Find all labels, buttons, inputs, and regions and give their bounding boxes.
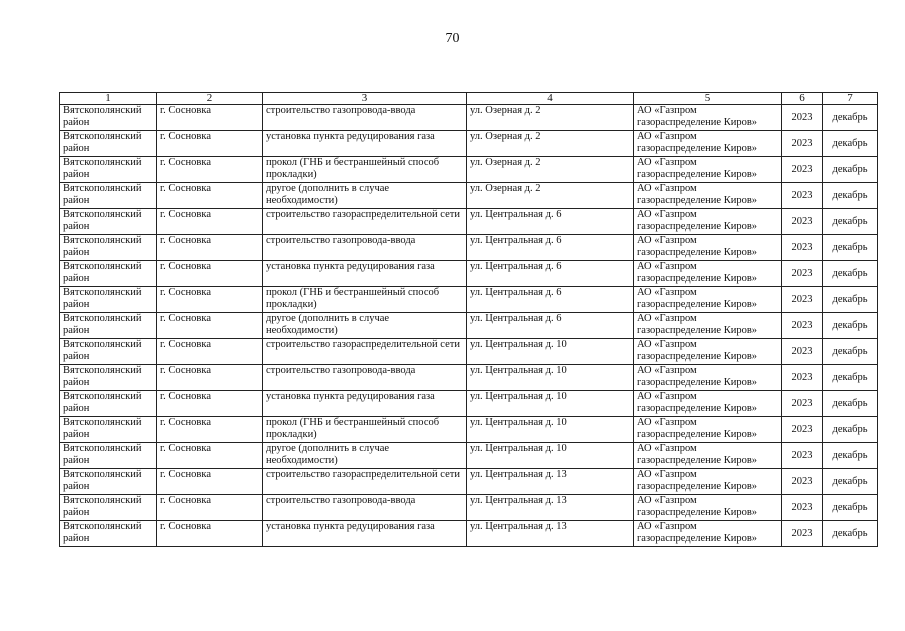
month-cell: декабрь	[823, 495, 878, 521]
organization-cell: АО «Газпром газораспределение Киров»	[634, 365, 782, 391]
district-cell: Вятскополянский район	[60, 443, 157, 469]
address-cell: ул. Центральная д. 10	[467, 339, 634, 365]
table-row	[60, 287, 878, 313]
table-row	[60, 391, 878, 417]
organization-cell: АО «Газпром газораспределение Киров»	[634, 235, 782, 261]
table-body	[60, 105, 878, 547]
organization-cell: АО «Газпром газораспределение Киров»	[634, 495, 782, 521]
year-cell: 2023	[782, 365, 823, 391]
locality-cell: г. Сосновка	[157, 521, 263, 547]
district-cell: Вятскополянский район	[60, 261, 157, 287]
organization-cell: АО «Газпром газораспределение Киров»	[634, 339, 782, 365]
district-cell: Вятскополянский район	[60, 209, 157, 235]
district-cell: Вятскополянский район	[60, 157, 157, 183]
organization-cell: АО «Газпром газораспределение Киров»	[634, 209, 782, 235]
year-cell: 2023	[782, 339, 823, 365]
gasification-table	[59, 92, 878, 547]
column-header-4: 4	[467, 93, 634, 105]
month-cell: декабрь	[823, 417, 878, 443]
locality-cell: г. Сосновка	[157, 105, 263, 131]
district-cell: Вятскополянский район	[60, 391, 157, 417]
month-cell: декабрь	[823, 521, 878, 547]
year-cell: 2023	[782, 235, 823, 261]
column-header-2: 2	[157, 93, 263, 105]
locality-cell: г. Сосновка	[157, 183, 263, 209]
locality-cell: г. Сосновка	[157, 261, 263, 287]
address-cell: ул. Центральная д. 13	[467, 521, 634, 547]
address-cell: ул. Центральная д. 6	[467, 287, 634, 313]
locality-cell: г. Сосновка	[157, 209, 263, 235]
district-cell: Вятскополянский район	[60, 235, 157, 261]
work-type-cell: другое (дополнить в случае необходимости)	[263, 443, 467, 469]
organization-cell: АО «Газпром газораспределение Киров»	[634, 157, 782, 183]
work-type-cell: установка пункта редуцирования газа	[263, 391, 467, 417]
month-cell: декабрь	[823, 105, 878, 131]
table-row	[60, 157, 878, 183]
locality-cell: г. Сосновка	[157, 495, 263, 521]
address-cell: ул. Озерная д. 2	[467, 131, 634, 157]
year-cell: 2023	[782, 391, 823, 417]
district-cell: Вятскополянский район	[60, 183, 157, 209]
organization-cell: АО «Газпром газораспределение Киров»	[634, 261, 782, 287]
locality-cell: г. Сосновка	[157, 287, 263, 313]
work-type-cell: строительство газопровода-ввода	[263, 495, 467, 521]
month-cell: декабрь	[823, 157, 878, 183]
address-cell: ул. Центральная д. 10	[467, 391, 634, 417]
locality-cell: г. Сосновка	[157, 313, 263, 339]
organization-cell: АО «Газпром газораспределение Киров»	[634, 105, 782, 131]
work-type-cell: строительство газопровода-ввода	[263, 235, 467, 261]
year-cell: 2023	[782, 495, 823, 521]
district-cell: Вятскополянский район	[60, 105, 157, 131]
address-cell: ул. Озерная д. 2	[467, 183, 634, 209]
table-row	[60, 469, 878, 495]
page-number: 70	[445, 31, 460, 46]
column-header-6: 6	[782, 93, 823, 105]
district-cell: Вятскополянский район	[60, 365, 157, 391]
month-cell: декабрь	[823, 339, 878, 365]
table-row	[60, 261, 878, 287]
work-type-cell: установка пункта редуцирования газа	[263, 131, 467, 157]
locality-cell: г. Сосновка	[157, 417, 263, 443]
column-header-1: 1	[60, 93, 157, 105]
district-cell: Вятскополянский район	[60, 339, 157, 365]
month-cell: декабрь	[823, 235, 878, 261]
year-cell: 2023	[782, 469, 823, 495]
organization-cell: АО «Газпром газораспределение Киров»	[634, 313, 782, 339]
month-cell: декабрь	[823, 131, 878, 157]
work-type-cell: установка пункта редуцирования газа	[263, 521, 467, 547]
month-cell: декабрь	[823, 391, 878, 417]
year-cell: 2023	[782, 131, 823, 157]
locality-cell: г. Сосновка	[157, 391, 263, 417]
year-cell: 2023	[782, 183, 823, 209]
month-cell: декабрь	[823, 261, 878, 287]
locality-cell: г. Сосновка	[157, 365, 263, 391]
district-cell: Вятскополянский район	[60, 287, 157, 313]
organization-cell: АО «Газпром газораспределение Киров»	[634, 131, 782, 157]
address-cell: ул. Центральная д. 6	[467, 261, 634, 287]
address-cell: ул. Центральная д. 10	[467, 365, 634, 391]
month-cell: декабрь	[823, 469, 878, 495]
year-cell: 2023	[782, 287, 823, 313]
year-cell: 2023	[782, 261, 823, 287]
year-cell: 2023	[782, 313, 823, 339]
table-row	[60, 495, 878, 521]
district-cell: Вятскополянский район	[60, 313, 157, 339]
work-type-cell: другое (дополнить в случае необходимости)	[263, 183, 467, 209]
work-type-cell: другое (дополнить в случае необходимости)	[263, 313, 467, 339]
address-cell: ул. Озерная д. 2	[467, 105, 634, 131]
district-cell: Вятскополянский район	[60, 495, 157, 521]
table-row	[60, 209, 878, 235]
month-cell: декабрь	[823, 183, 878, 209]
work-type-cell: прокол (ГНБ и бестраншейный способ прокладки)	[263, 417, 467, 443]
column-header-3: 3	[263, 93, 467, 105]
table-row	[60, 183, 878, 209]
table-row	[60, 131, 878, 157]
work-type-cell: строительство газораспределительной сети	[263, 209, 467, 235]
column-header-5: 5	[634, 93, 782, 105]
address-cell: ул. Центральная д. 6	[467, 235, 634, 261]
month-cell: декабрь	[823, 287, 878, 313]
month-cell: декабрь	[823, 209, 878, 235]
organization-cell: АО «Газпром газораспределение Киров»	[634, 521, 782, 547]
district-cell: Вятскополянский район	[60, 417, 157, 443]
work-type-cell: строительство газопровода-ввода	[263, 365, 467, 391]
locality-cell: г. Сосновка	[157, 339, 263, 365]
work-type-cell: установка пункта редуцирования газа	[263, 261, 467, 287]
year-cell: 2023	[782, 521, 823, 547]
address-cell: ул. Центральная д. 6	[467, 313, 634, 339]
locality-cell: г. Сосновка	[157, 157, 263, 183]
year-cell: 2023	[782, 105, 823, 131]
month-cell: декабрь	[823, 443, 878, 469]
month-cell: декабрь	[823, 365, 878, 391]
table-row	[60, 521, 878, 547]
month-cell: декабрь	[823, 313, 878, 339]
table-row	[60, 105, 878, 131]
column-header-7: 7	[823, 93, 878, 105]
header-row	[60, 93, 878, 105]
address-cell: ул. Центральная д. 10	[467, 417, 634, 443]
year-cell: 2023	[782, 417, 823, 443]
address-cell: ул. Центральная д. 13	[467, 469, 634, 495]
year-cell: 2023	[782, 209, 823, 235]
address-cell: ул. Центральная д. 13	[467, 495, 634, 521]
work-type-cell: строительство газораспределительной сети	[263, 339, 467, 365]
organization-cell: АО «Газпром газораспределение Киров»	[634, 183, 782, 209]
year-cell: 2023	[782, 443, 823, 469]
locality-cell: г. Сосновка	[157, 235, 263, 261]
work-type-cell: прокол (ГНБ и бестраншейный способ прокладки)	[263, 157, 467, 183]
locality-cell: г. Сосновка	[157, 443, 263, 469]
address-cell: ул. Центральная д. 10	[467, 443, 634, 469]
work-type-cell: прокол (ГНБ и бестраншейный способ прокладки)	[263, 287, 467, 313]
table-row	[60, 339, 878, 365]
organization-cell: АО «Газпром газораспределение Киров»	[634, 287, 782, 313]
address-cell: ул. Центральная д. 6	[467, 209, 634, 235]
year-cell: 2023	[782, 157, 823, 183]
work-type-cell: строительство газораспределительной сети	[263, 469, 467, 495]
table-row	[60, 417, 878, 443]
work-type-cell: строительство газопровода-ввода	[263, 105, 467, 131]
district-cell: Вятскополянский район	[60, 131, 157, 157]
district-cell: Вятскополянский район	[60, 469, 157, 495]
table-row	[60, 313, 878, 339]
table-row	[60, 365, 878, 391]
organization-cell: АО «Газпром газораспределение Киров»	[634, 391, 782, 417]
organization-cell: АО «Газпром газораспределение Киров»	[634, 443, 782, 469]
organization-cell: АО «Газпром газораспределение Киров»	[634, 469, 782, 495]
address-cell: ул. Озерная д. 2	[467, 157, 634, 183]
organization-cell: АО «Газпром газораспределение Киров»	[634, 417, 782, 443]
district-cell: Вятскополянский район	[60, 521, 157, 547]
table-row	[60, 235, 878, 261]
locality-cell: г. Сосновка	[157, 131, 263, 157]
locality-cell: г. Сосновка	[157, 469, 263, 495]
table-row	[60, 443, 878, 469]
